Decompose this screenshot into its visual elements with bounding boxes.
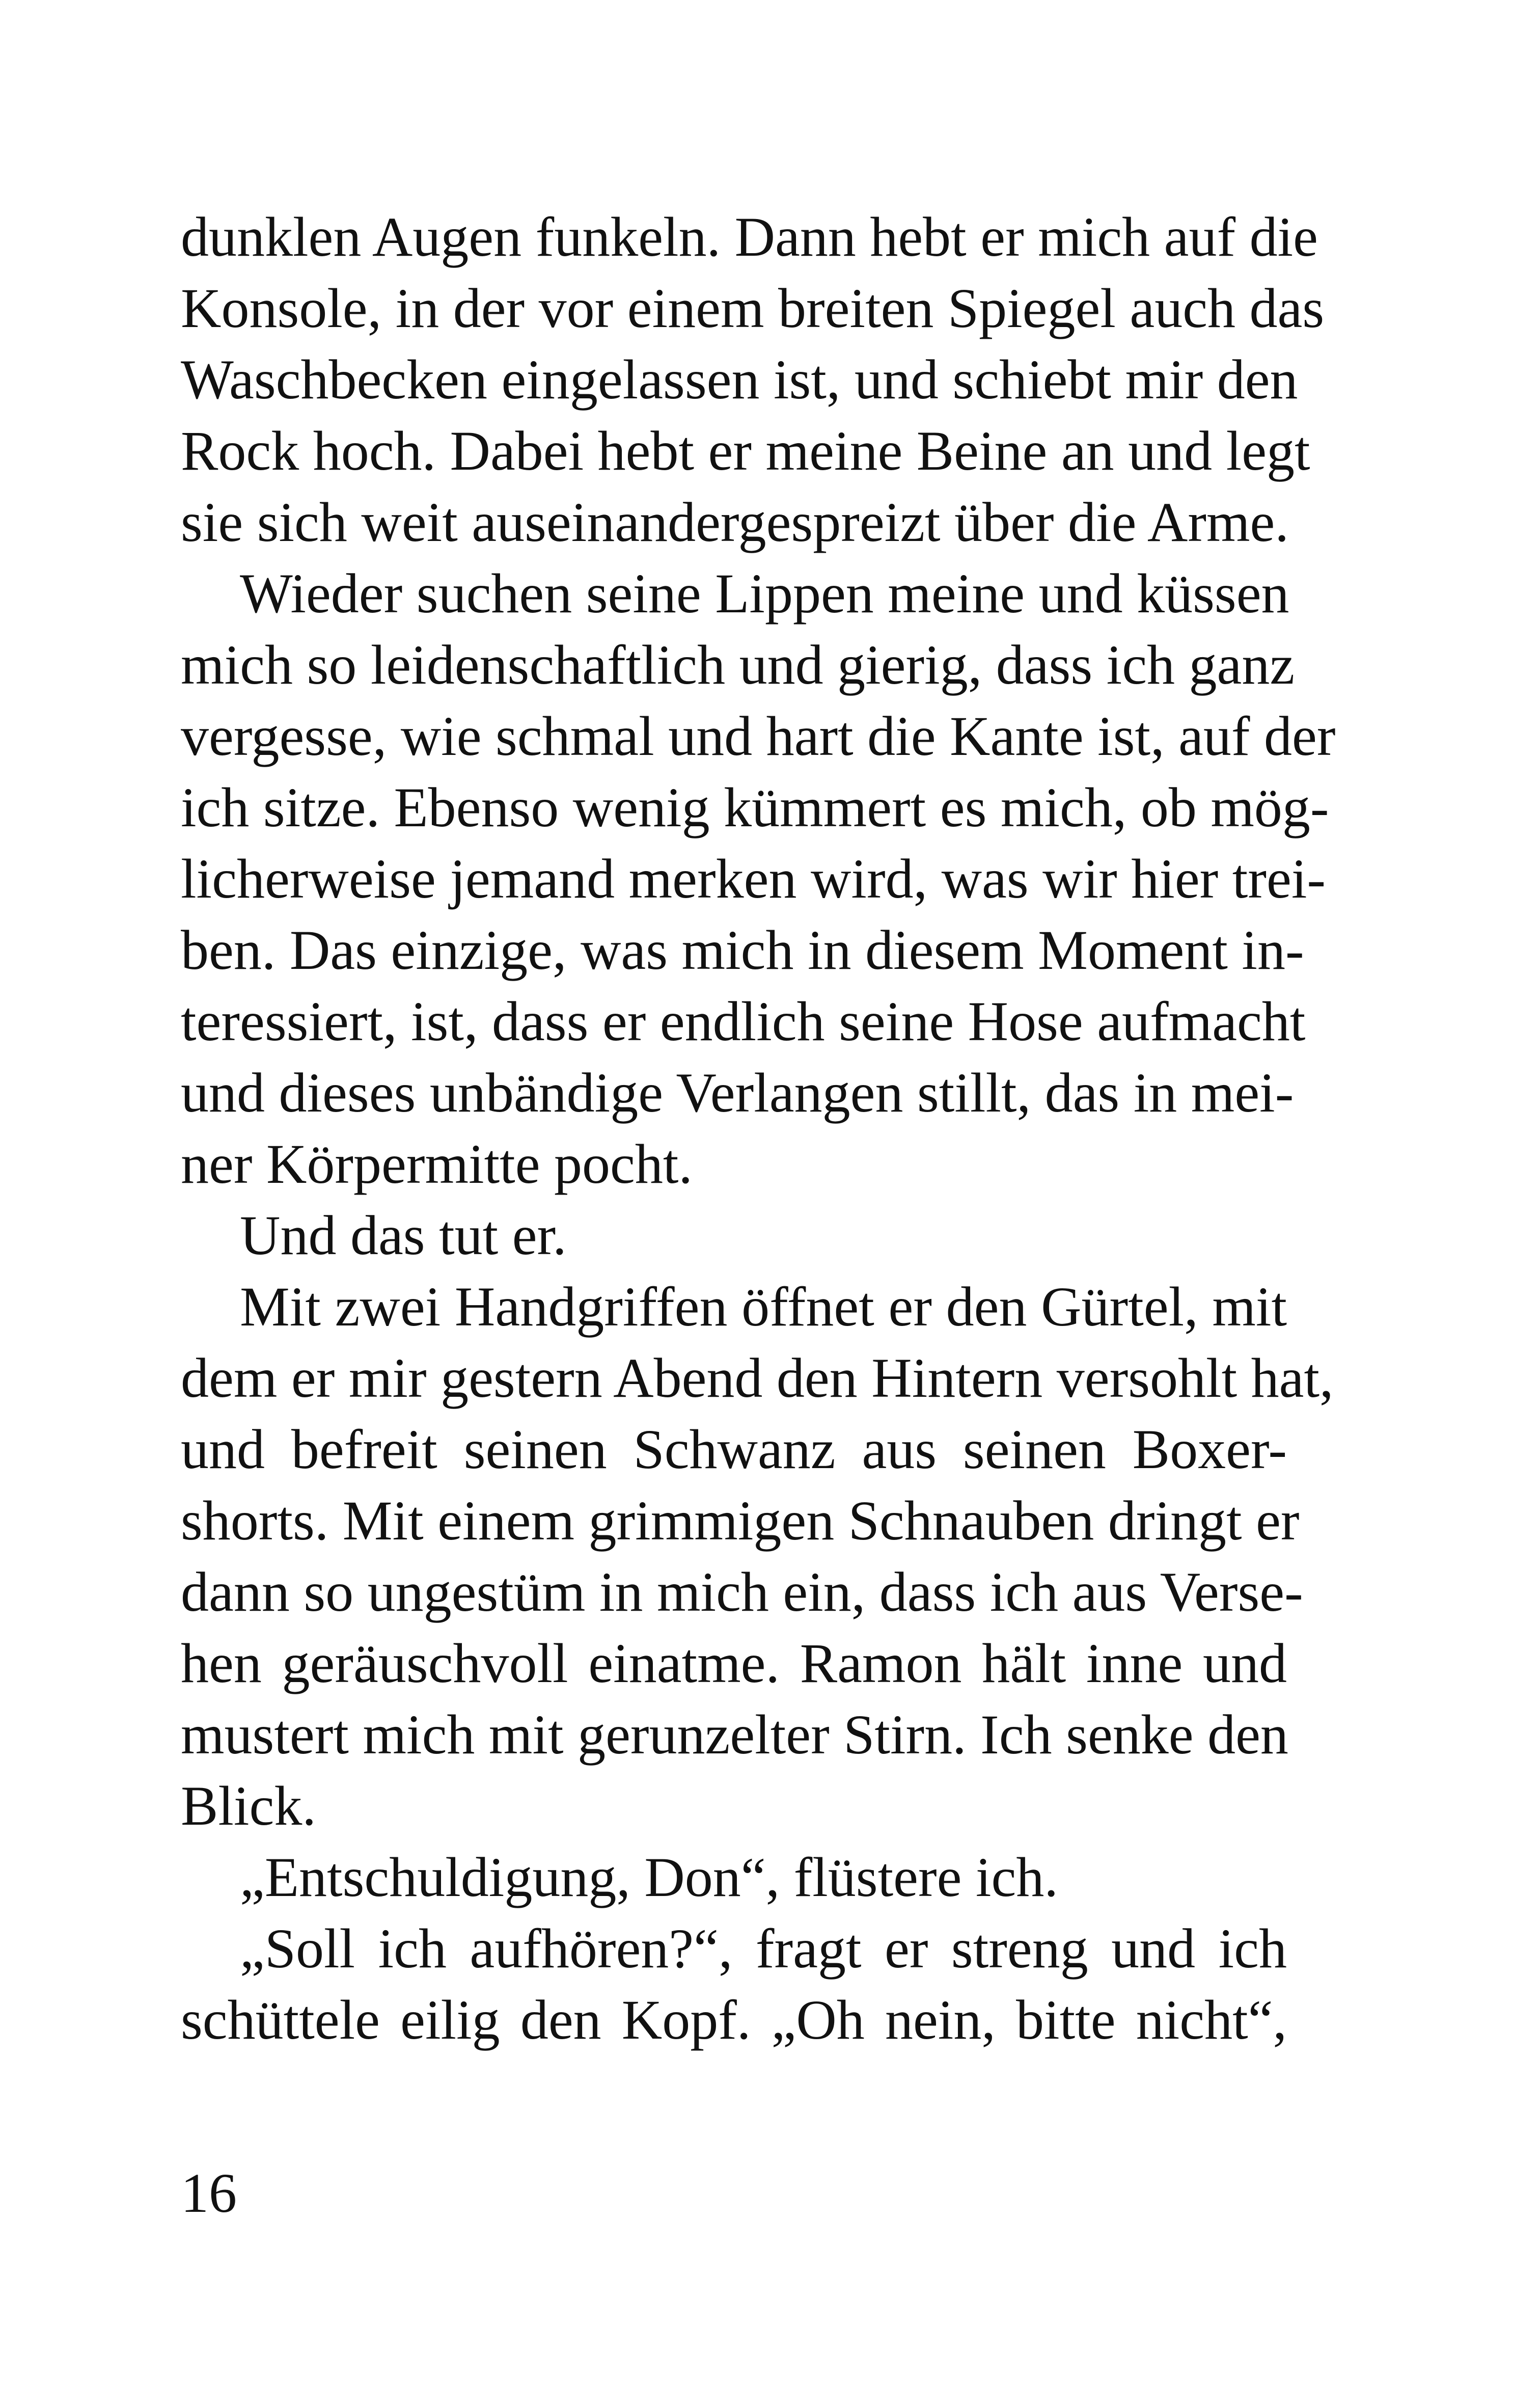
text-line: shorts. Mit einem grimmigen Schnauben dringt er (181, 1490, 1300, 1552)
text-line: „Soll ich aufhören?“, fragt er streng und ich (240, 1917, 1287, 1980)
text-line: Wieder suchen seine Lippen meine und küssen (240, 562, 1289, 625)
text-line: mich so leidenschaftlich und gierig, dass ich ganz (181, 634, 1295, 696)
text-line: und dieses unbändige Verlangen stillt, das in mei- (181, 1062, 1294, 1124)
text-line: schüttele eilig den Kopf. „Oh nein, bitte nicht“, (181, 1989, 1287, 2051)
text-line: Mit zwei Handgriffen öffnet er den Gürtel, mit (240, 1276, 1287, 1338)
page-number: 16 (181, 2162, 237, 2224)
text-line: Rock hoch. Dabei hebt er meine Beine an und legt (181, 420, 1310, 482)
text-line: Blick. (181, 1775, 316, 1837)
text-line: vergesse, wie schmal und hart die Kante ist, auf der (181, 705, 1336, 767)
text-line: Waschbecken eingelassen ist, und schiebt mir den (181, 348, 1298, 411)
text-line: „Entschuldigung, Don“, flüstere ich. (240, 1846, 1058, 1908)
text-line: und befreit seinen Schwanz aus seinen Boxer- (181, 1418, 1287, 1480)
text-line: ner Körpermitte pocht. (181, 1133, 693, 1195)
text-line: ich sitze. Ebenso wenig kümmert es mich, ob mög- (181, 776, 1329, 838)
text-line: licherweise jemand merken wird, was wir hier trei- (181, 848, 1326, 910)
text-line: Und das tut er. (240, 1204, 567, 1266)
text-line: ben. Das einzige, was mich in diesem Moment in- (181, 919, 1304, 981)
text-line: hen geräuschvoll einatme. Ramon hält inne und (181, 1632, 1287, 1694)
text-line: dunklen Augen funkeln. Dann hebt er mich auf die (181, 206, 1318, 268)
text-line: mustert mich mit gerunzelter Stirn. Ich senke den (181, 1703, 1288, 1766)
text-line: Konsole, in der vor einem breiten Spiegel auch das (181, 277, 1325, 339)
text-line: sie sich weit auseinandergespreizt über die Arme. (181, 491, 1289, 553)
text-line: teressiert, ist, dass er endlich seine Hose aufmacht (181, 990, 1306, 1052)
text-line: dann so ungestüm in mich ein, dass ich aus Verse- (181, 1561, 1303, 1623)
body-text (181, 201, 1336, 2055)
text-line: dem er mir gestern Abend den Hintern versohlt hat, (181, 1347, 1334, 1409)
